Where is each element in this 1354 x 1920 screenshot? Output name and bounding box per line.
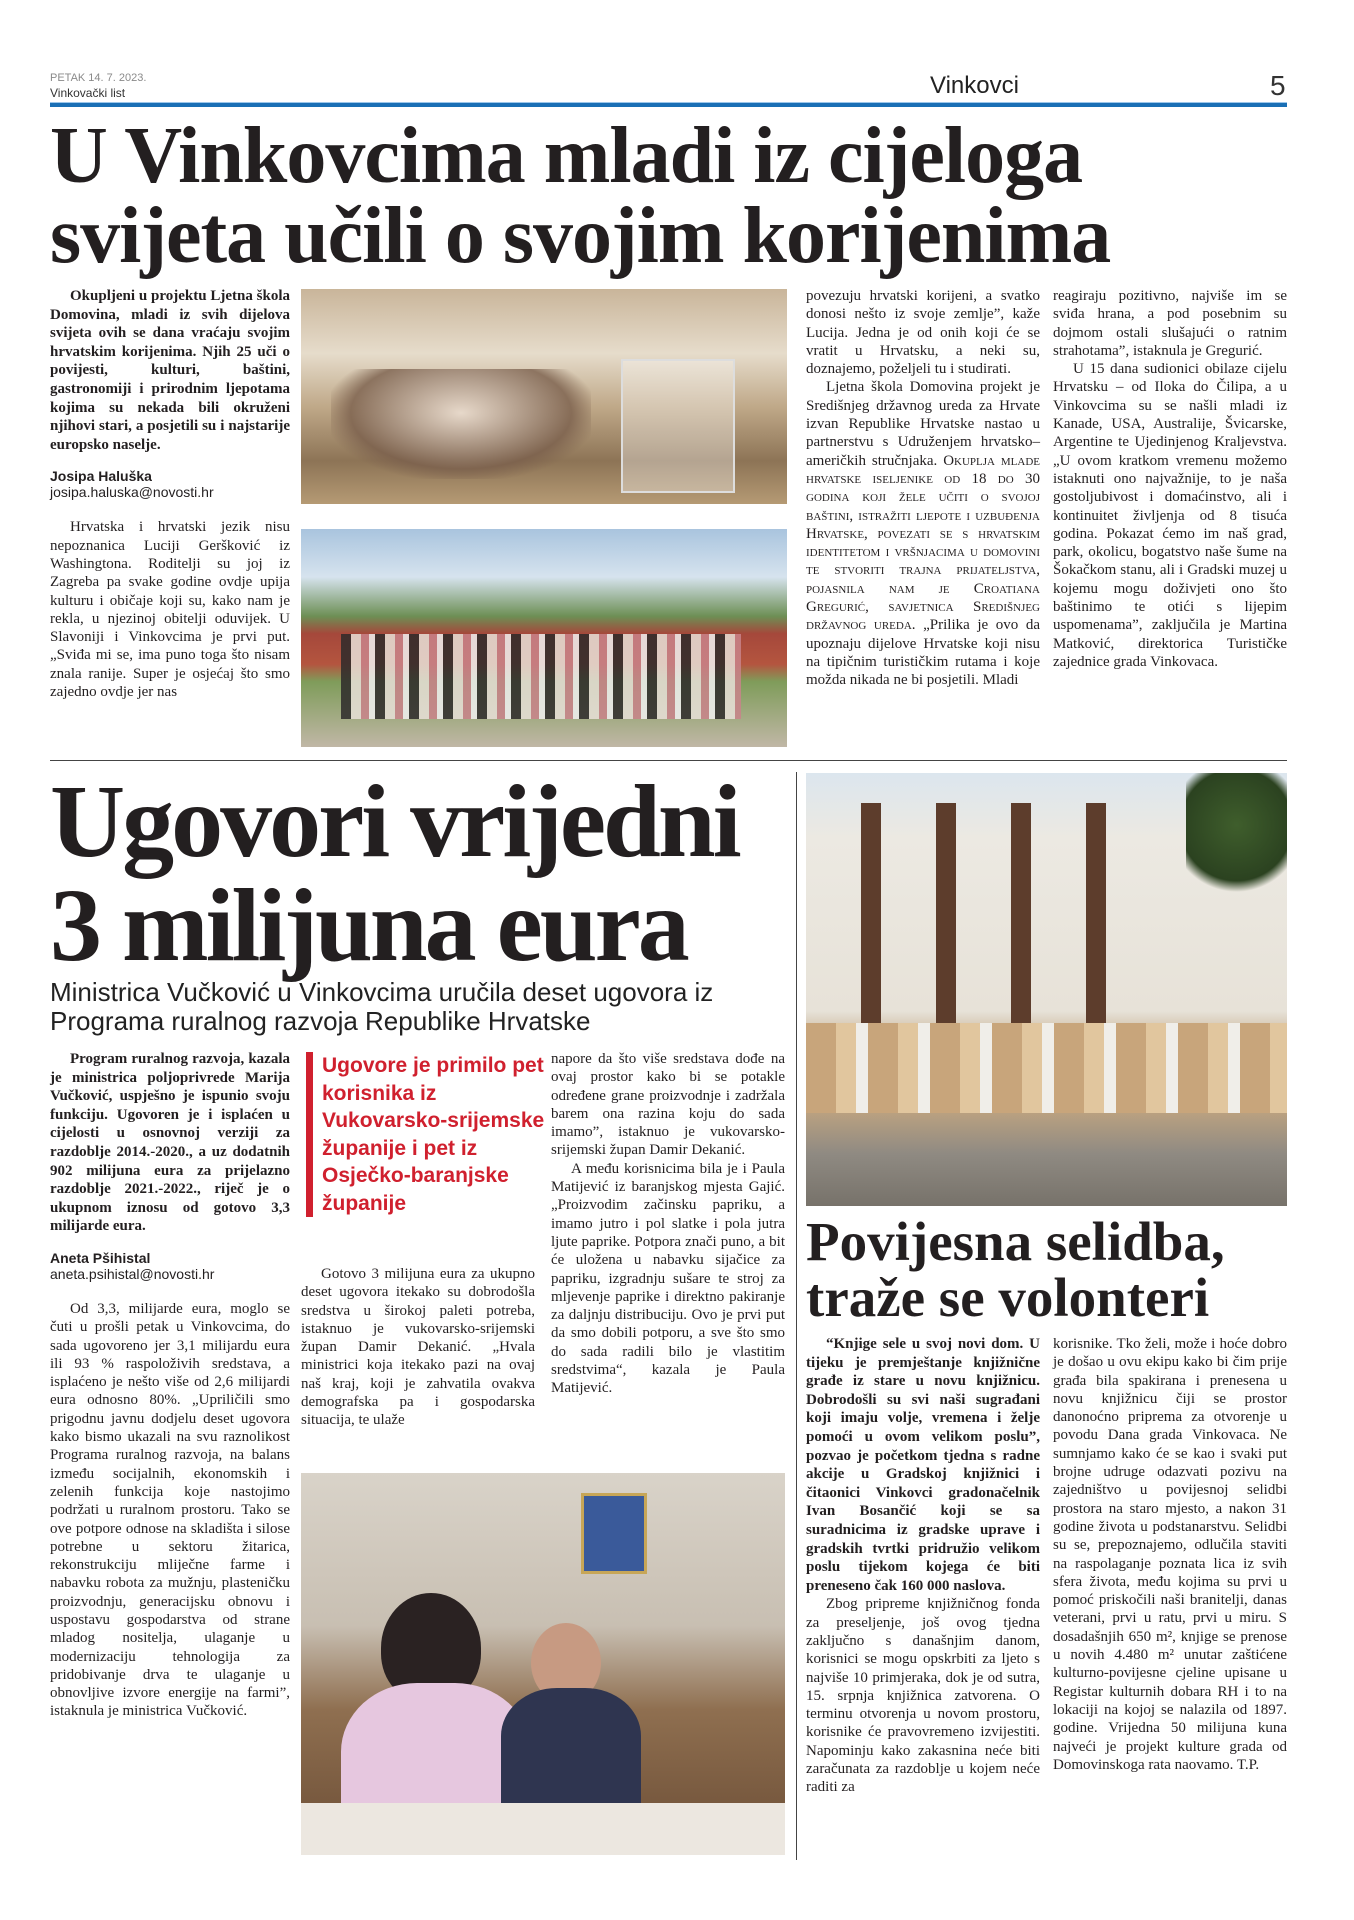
article3-headline (806, 1211, 1296, 1328)
article1-column-1 (50, 287, 290, 701)
header-rule (50, 102, 1287, 107)
column-divider (796, 772, 797, 1860)
headline-line: U Vinkovcima mladi iz cijeloga (50, 112, 1083, 200)
author-name: Josipa Haluška (50, 468, 152, 485)
headline-line: svijeta učili o svojim korijenima (50, 192, 1111, 280)
author-name: Aneta Pšihistal (50, 1249, 151, 1266)
article2-column-1 (50, 1050, 290, 1721)
section-divider (50, 760, 1287, 761)
article1-column-5 (1053, 287, 1287, 671)
body-paragraph: napore da što više sredstava dođe na ovaj prostor kako bi se potakle određene grane proizvodnje i zadržala barem ona razina koju do sada imamo”, istaknuo je vukovarsko-srijemski župan Damir Dekanić. (551, 1051, 785, 1159)
headline-line: Povijesna selidba, (806, 1211, 1225, 1272)
lead-paragraph: Program ruralnog razvoja, kazala je ministrica poljoprivrede Marija Vučković, uspješno je ispunio svoju funkciju. Ugovoren je i isplaćen u cijelosti u osnovnoj verziji za razdoblje 2014.-2020., a uz dodatnih 902 milijuna eura za prijelazno razdoblje 2021.-2022., riječ je o ukupnom iznosu od gotovo 3,3 milijarde eura. (50, 1051, 290, 1235)
body-paragraph: povezuju hrvatski korijeni, a svatko donosi nešto iz svoje zemlje”, kaže Lucija. Jedna je od onih koji će se vratit u Hrvatsku, a neki su, doznajemo, poželjeli tu i studirati. (806, 288, 1040, 378)
headline-line: Ugovori vrijedni (50, 764, 739, 879)
photo-minister-signing (301, 1473, 785, 1855)
body-paragraph: korisnike. Tko želi, može i hoće dobro je došao u ovu ekipu kako bi čim prije građa bila spakirana i prenesena u novu knjižnicu čiji se prostor danonoćno priprema za otvorenje u povodu Dana grada Vinkovaca. Ne sumnjamo kako će se kao i svaki put brojne udruge odazvati pozivu na zajedništvo u povijesnoj selidbi prostora na staro mjesto, a nakon 31 godine života u podstanarstvu. Selidbi su se, prepoznajemo, odlučila staviti na raspolaganje poznata lica iz svih sfera života, među kojima su prvi u pomoć priskočili naši branitelji, danas veterani, prvi u ratu, prvi u miru. S dosadašnjih 650 m², knjige se prenose u novih 4.480 m² unutar zaštićene kulturno-povijesne cjeline upisane u Registar kulturnih dobara RH i to na lokaciji na kojoj se nalazila od 1897. godine. Vrijedna 50 milijuna kuna najveći je projekt kulture grada od Domovinskoga rata naovamo. T.P. (1053, 1336, 1287, 1773)
article1-headline (50, 112, 1300, 280)
lead-paragraph: “Knjige sele u svoj novi dom. U tijeku je premještanje knjižnične građe iz stare u novu knjižnicu. Dobrodošli su svi naši sugrađani koji imaju volje, vremena i želje pomoći u ovom velikom poslu”, pozvao je početkom tjedna s radne akcije u Gradskoj knjižnici i čitaonici Vinkovci gradonačelnik Ivan Bosančić koji se sa suradnicima iz gradske uprave i gradskih tvrtki pridružio velikom poslu tijekom kojega će biti preneseno čak 160 000 naslova. (806, 1336, 1040, 1594)
article3-column-5 (1053, 1335, 1287, 1774)
headline-line: traže se volonteri (806, 1267, 1210, 1328)
body-paragraph: A među korisnicima bila je i Paula Matijević iz baranjskog mjesta Gajić. „Proizvodim začinsku papriku, a imamo jutro i pol slatke i pola jutra ljute paprike. Potpora znači puno, a bit će uložena u nabavku sijačice za papriku, izgradnju sušare te stroj za mljevenje paprike i direktno pakiranje za daljnju distribuciju. Ovo je prvi put da smo dobili potporu, a sve što smo do sada radili bilo je vlastitim sredstvima“, kazala je Paula Matijević. (551, 1160, 785, 1397)
article2-lead (50, 1050, 290, 1236)
body-text: Ljetna škola Domovina projekt je Središnjeg državnog ureda za Hrvate izvan Republike Hrvatske nastao u partnerstvu s Udruženjem hrvatsko–američkih stručnjaka. (806, 379, 1040, 469)
article3-column-4 (806, 1335, 1040, 1797)
body-paragraph: Gotovo 3 milijuna eura za ukupno deset ugovora itekako su dobrodošla sredstva u širokoj paleti potreba, istaknuo je vukovarsko-srijemski župan Damir Dekanić. „Hvala ministrici koja itekako pazi na ovaj naš kraj, koji je zahvatila ovakva demografska pa i gospodarska situacija, te ulaže (301, 1266, 535, 1429)
body-text: „Prilika je ovo da upoznaju dijelove Hrvatske koji nisu na tipičnim turističkim rutama i koje možda nikada ne bi posjetili. Mladi (806, 617, 1040, 689)
body-paragraph (806, 378, 1040, 689)
smallcaps-text: Okuplja mlade hrvatske iseljenike od 18 do 30 godina koji žele učiti o svojoj baštini, istražiti ljepote i uzbuđenja Hrvatske, povezati se s hrvatskim identitetom i vršnjacima u domovini te stvoriti trajna prijateljstva, pojasnila nam je Croatiana Gregurić, savjetnica Središnjeg državnog ureda. (806, 452, 1040, 634)
author-email[interactable]: josipa.haluska@novosti.hr (50, 484, 214, 501)
article2-subheadline: Ministrica Vučković u Vinkovcima uručila deset ugovora iz Programa ruralnog razvoja Republike Hrvatske (50, 977, 714, 1036)
article2-headline (50, 764, 739, 983)
article2-column-2 (301, 1265, 535, 1430)
body-paragraph: Od 3,3, milijarde eura, moglo se čuti u prošli petak u Vinkovcima, do sada ugovoreno jer 3,1 milijardu eura ili 93 % raspoloživih sredstava, a isplaćeno je nešto više od 2,6 milijardi eura odnosno 80%. „Upriličili smo prigodnu javnu dodjelu deset ugovora kako bismo ukazali na svu raznolikost Programa ruralnog razvoja, na balans između socijalnih, ekonomskih i zelenih funkcija koje nastojimo podržati u ruralnom prostoru. Tako se ove potpore odnose na skladišta i silose potrebne u sektoru žitarica, rekonstrukciju mliječne farme i nabavku robota za mužnju, plasteničku proizvodnju, generacijsku obnovu i uspostavu gospodarstva od strane mladog nositelja, ulaganje u modernizaciju tehnologija za pridobivanje drva te ulaganje u obnovljive izvore energije na farmi”, istaknula je ministrica Vučković. (50, 1300, 290, 1720)
body-paragraph: reagiraju pozitivno, najviše im se sviđa hrana, a pod posebnim su dojmom ostali slušajući o ratnim strahotama”, istaknula je Gregurić. (1053, 288, 1287, 359)
author-email[interactable]: aneta.psihistal@novosti.hr (50, 1265, 215, 1282)
newspaper-name: Vinkovački list (50, 86, 126, 100)
body-paragraph: Hrvatska i hrvatski jezik nisu nepoznanica Luciji Geršković iz Washingtona. Roditelji su joj iz Zagreba pa svake godine ovdje upija kulturu i običaje koji su, kako nam je rekla, u njezinoj obitelji oduvijek. U Slavoniji i Vinkovcima je prvi put. „Sviđa mi se, ima puno toga što nisam znala ranije. Super je osjećaj što smo zajedno ovdje jer nas (50, 519, 290, 701)
photo-library-building (806, 773, 1287, 1206)
photo-students-museum (301, 289, 787, 504)
page-number: 5 (1270, 70, 1286, 101)
pull-quote: Ugovore je primilo pet korisnika iz Vukovarsko-srijemske županije i pet iz Osječko-baranjske županije (306, 1052, 557, 1217)
article1-column-4 (806, 287, 1040, 690)
issue-date: PETAK 14. 7. 2023. (50, 72, 147, 84)
photo-group-at-building (301, 529, 787, 747)
lead-paragraph: Okupljeni u projektu Ljetna škola Domovina, mladi iz svih dijelova svijeta ovih se dana vraćaju svojim hrvatskim korijenima. Njih 25 uči o povijesti, kulturi, baštini, gastronomiji i prirodnim ljepotama kojima su nekada bili okruženi njihovi stari, a posjetili su i najstarije europsko naselje. (50, 288, 290, 453)
article3-lead (806, 1335, 1040, 1595)
body-paragraph: Zbog pripreme knjižničnog fonda za preseljenje, još ovog tjedna zaključno s današnjim danom, korisnici se mogu opskrbiti za ljeto s najviše 10 primjeraka, dok je od sutra, 15. srpnja knjižnica zatvorena. O terminu otvorenja u novom prostoru, korisnike će pravovremeno izvijestiti. Napominju kako zakasnina neće biti zaračunata za razdoblje u kojem neće raditi za (806, 1596, 1040, 1796)
headline-line: 3 milijuna eura (50, 868, 687, 983)
article1-lead (50, 287, 290, 454)
article2-column-3 (551, 1050, 785, 1398)
body-paragraph: U 15 dana sudionici obilaze cijelu Hrvatsku – od Iloka do Čilipa, a u Vinkovcima su se našli mladi iz Kanade, USA, Australije, Švicarske, Argentine te Ujedinjenog Kraljevstva. „U ovom kratkom vremenu možemo istaknuti ono najvažnije, to je naša gostoljubivost i domaćinstvo, ali i kontinuitet življenja od 8 tisuća godina. Pokazat ćemo im naš grad, park, okolicu, bogatstvo naše šume na Šokačkom stanu, ali i Gradski muzej u kojemu mogu doživjeti ono što baštinimo te otići s lijepim uspomenama”, zaključila je Martina Matković, direktorica Turističke zajednice grada Vinkovaca. (1053, 361, 1287, 670)
section-title: Vinkovci (930, 72, 1019, 99)
